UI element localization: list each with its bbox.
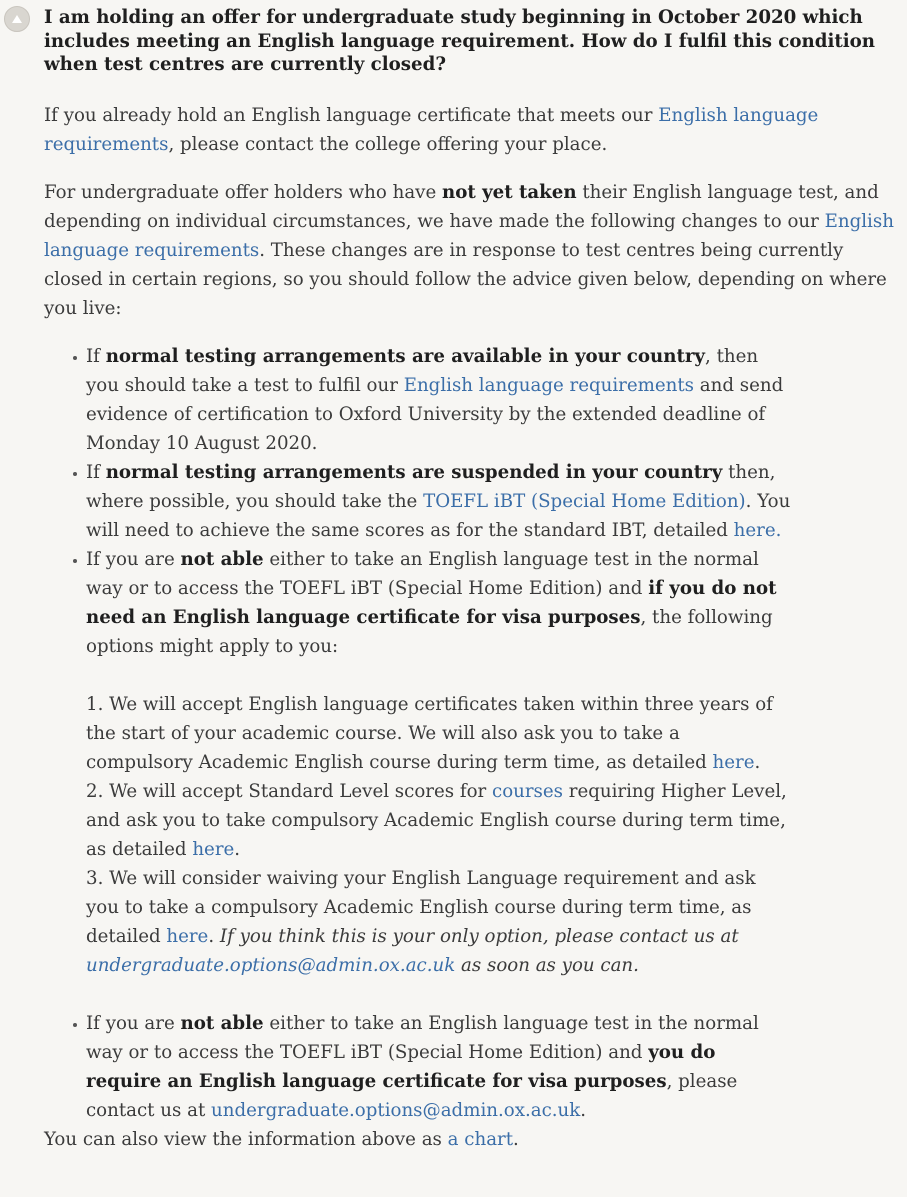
here-link[interactable]: here [712, 752, 755, 773]
text: . [580, 1100, 587, 1121]
text: 1. We will accept English language certificates taken within three years of the start of your academic course. We will also ask you to take a compulsory Academic English course during term time, as detailed [86, 694, 773, 773]
text: . [234, 839, 241, 860]
text: 3. We will consider waiving your English Language requirement and ask you to take a compulsory Academic English course during term time, as detailed [86, 868, 756, 947]
emphasis: if you do not need an English language certificate for visa purposes [86, 578, 777, 628]
answer-paragraph-2 [44, 178, 906, 323]
text: , please contact the college offering your place. [168, 134, 608, 155]
text: , then you should take a test to fulfil our [86, 346, 759, 396]
emphasis: not able [180, 1013, 264, 1034]
here-link[interactable]: here [166, 926, 209, 947]
emphasis: normal testing arrangements are available in your country [105, 346, 706, 367]
footer-paragraph [44, 1125, 906, 1154]
here-link[interactable]: here [192, 839, 235, 860]
option-3 [86, 864, 791, 980]
options-list [86, 342, 791, 1125]
text: , please contact us at [86, 1071, 738, 1121]
email-link[interactable]: undergraduate.options@admin.ox.ac.uk [211, 1100, 581, 1121]
italic-note: as soon as you can. [455, 955, 639, 976]
text: For undergraduate offer holders who have [44, 182, 443, 203]
text: , the following options might apply to you: [86, 607, 773, 657]
text: 2. We will accept Standard Level scores for [86, 781, 493, 802]
emphasis: not able [180, 549, 264, 570]
text: If you are [86, 549, 181, 570]
answer-paragraph-1 [44, 101, 906, 159]
text: . [513, 1129, 519, 1150]
faq-answer [44, 101, 906, 1173]
email-link[interactable] [86, 955, 455, 976]
text: requiring Higher Level, and ask you to take compulsory Academic English course during term time, as detailed [86, 781, 787, 860]
chevron-up-icon [11, 13, 23, 25]
here-link[interactable]: here. [733, 520, 782, 541]
emphasis: not yet taken [442, 182, 577, 203]
emphasis: you do require an English language certificate for visa purposes [86, 1042, 716, 1092]
text: If [86, 462, 106, 483]
text: If you already hold an English language certificate that meets our [44, 105, 659, 126]
courses-link[interactable]: courses [492, 781, 563, 802]
text: then, where possible, you should take the [86, 462, 776, 512]
text: You can also view the information above as [44, 1129, 448, 1150]
text: either to take an English language test in the normal way or to access the TOEFL iBT (Special Home Edition) and [86, 549, 759, 599]
text: their English language test, and depending on individual circumstances, we have made the following changes to our [44, 182, 879, 232]
text: . You will need to achieve the same scores as for the standard IBT, detailed [86, 491, 791, 541]
text: and send evidence of certification to Oxford University by the extended deadline of Monday 10 August 2020. [86, 375, 784, 454]
text: . [754, 752, 761, 773]
text: . These changes are in response to test centres being currently closed in certain regions, so you should follow the advice given below, depending on where you live: [44, 240, 887, 319]
list-item [86, 458, 791, 545]
text: either to take an English language test in the normal way or to access the TOEFL iBT (Special Home Edition) and [86, 1013, 759, 1063]
list-item [86, 545, 791, 1009]
spacer [86, 661, 791, 690]
list-item [86, 1009, 791, 1125]
chart-link[interactable]: a chart [447, 1129, 514, 1150]
toefl-home-edition-link[interactable]: TOEFL iBT (Special Home Edition) [423, 491, 746, 512]
english-requirements-link[interactable]: English language requirements [44, 211, 894, 261]
text: If [86, 346, 106, 367]
text: If you are [86, 1013, 181, 1034]
option-2 [86, 777, 791, 864]
english-requirements-link[interactable]: English language requirements [44, 105, 819, 155]
italic-note: If you think this is your only option, please contact us at [219, 926, 739, 947]
spacer [86, 980, 791, 1009]
emphasis: normal testing arrangements are suspended in your country [105, 462, 723, 483]
list-item [86, 342, 791, 458]
email-text: undergraduate.options@admin.ox.ac.uk [86, 955, 456, 976]
english-requirements-link[interactable]: English language requirements [403, 375, 694, 396]
option-1 [86, 690, 791, 777]
collapse-toggle[interactable] [4, 6, 30, 32]
text: . [208, 926, 220, 947]
faq-question[interactable]: I am holding an offer for undergraduate study beginning in October 2020 which includes meeting an English language requirement. How do I fulfil this condition when test centres are currently closed? [44, 7, 876, 75]
